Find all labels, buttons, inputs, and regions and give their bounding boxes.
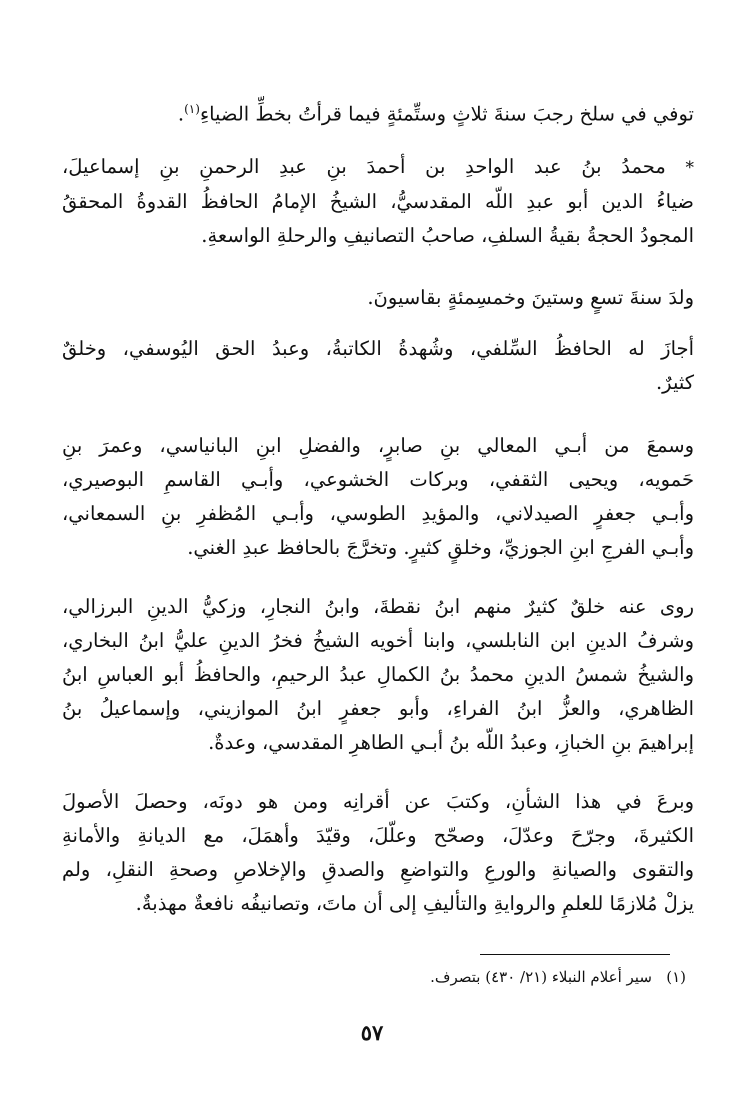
biography-heading-paragraph — [62, 150, 694, 253]
merits-paragraph — [62, 785, 694, 921]
footnote — [430, 966, 686, 988]
death-paragraph: توفي في سلخ رجبَ سنةَ ثلاثٍ وستِّمئةٍ فيما قرأتُ بخطِّ الضياءِ$^{(١)}$. — [177, 102, 694, 126]
paragraph-line: محمدُ بنُ عبد الواحدِ بن أحمدَ بنِ عبدِ الرحمنِ بنِ إسماعيلَ، — [62, 155, 666, 178]
paragraph-line: والشيخُ شمسُ الدينِ محمدُ بنُ الكمالِ عبدُ الرحيمِ، والحافظُ أبو العباسِ ابنُ — [62, 663, 694, 686]
footnote-divider — [480, 954, 670, 955]
paragraph-line: حَمويه، ويحيى الثقفي، وبركات الخشوعي، وأبـي القاسمِ البوصيري، — [62, 468, 694, 491]
paragraph-line: روى عنه خلقٌ كثيرٌ منهم ابنُ نقطةَ، وابنُ النجارِ، وزكيُّ الدينِ البرزالي، — [62, 595, 694, 618]
paragraph-line: الظاهري، والعزُّ ابنُ الفراءِ، وأبو جعفرٍ ابنُ الموازيني، وإسماعيلُ بنُ — [62, 697, 694, 720]
paragraph-line: ولدَ سنةَ تسعٍ وستينَ وخمسِمئةٍ بقاسيونَ. — [367, 286, 694, 309]
paragraph-line: وأبـي جعفرٍ الصيدلاني، والمؤيدِ الطوسي، وأبـي المُظفرِ بنِ السمعاني، — [62, 502, 694, 525]
paragraph-line: يزلْ مُلازمًا للعلمِ والروايةِ والتأليفِ إلى أن ماتَ، وتصانيفُه نافعةٌ مهذبةٌ. — [135, 892, 694, 915]
birth-paragraph — [62, 281, 694, 315]
paragraph-line: الكثيرةَ، وجرّحَ وعدّلَ، وصحّح وعلّلَ، وقيّدَ وأهمَلَ، مع الديانةِ والأمانةِ — [62, 824, 694, 847]
paragraph-line: أجازَ له الحافظُ السِّلفي، وشُهدةُ الكاتبةُ، وعبدُ الحق اليُوسفي، وخلقٌ — [62, 337, 694, 360]
paragraph-line: وشرفُ الدينِ ابن النابلسي، وابنا أخويه الشيخُ فخرُ الدينِ عليُّ ابنُ البخاري، — [62, 629, 694, 652]
paragraph-line: والتقوى والصيانةِ والورعِ والتواضعِ والصدقِ والإخلاصِ وصحةِ النقلِ، ولم — [62, 858, 694, 881]
paragraph-line: إبراهيمَ بنِ الخبازِ، وعبدُ اللّه بنُ أبـي الطاهرِ المقدسي، وعدةٌ. — [208, 731, 694, 754]
paragraph-line: وبرعَ في هذا الشأنِ، وكتبَ عن أقرانِه ومن هو دونَه، وحصلَ الأصولَ — [62, 790, 694, 813]
paragraph-line: كثيرٌ. — [655, 371, 694, 394]
entry-marker: * — [685, 158, 694, 178]
footnote-text: سير أعلام النبلاء (٢١/ ٤٣٠) بتصرف. — [430, 968, 652, 986]
page-number: ٥٧ — [360, 1020, 384, 1045]
teachers-paragraph — [62, 429, 694, 565]
ijazah-paragraph — [62, 332, 694, 400]
paragraph-line: ضياءُ الدين أبو عبدِ اللّه المقدسيُّ، الشيخُ الإمامُ الحافظُ القدوةُ المحققُ — [62, 190, 694, 213]
paragraph-line: المجودُ الحجةُ بقيةُ السلفِ، صاحبُ التصانيفِ والرحلةِ الواسعةِ. — [201, 224, 694, 247]
paragraph-line: توفي في سلخ رجبَ سنةَ ثلاثٍ وستِّمئةٍ فيما قرأتُ بخطِّ الضياءِ — [199, 102, 694, 126]
footnote-number: (١) — [666, 968, 686, 986]
paragraph-line: وأبـي الفرجِ ابنِ الجوزيِّ، وخلقٍ كثيرٍ. وتخرَّجَ بالحافظ عبدِ الغني. — [187, 536, 694, 559]
paragraph-line: وسمعَ من أبـي المعالي بنِ صابرٍ، والفضلِ ابنِ البانياسي، وعمرَ بنِ — [62, 434, 694, 457]
footnote-reference: (١) — [184, 102, 200, 116]
students-paragraph — [62, 590, 694, 760]
